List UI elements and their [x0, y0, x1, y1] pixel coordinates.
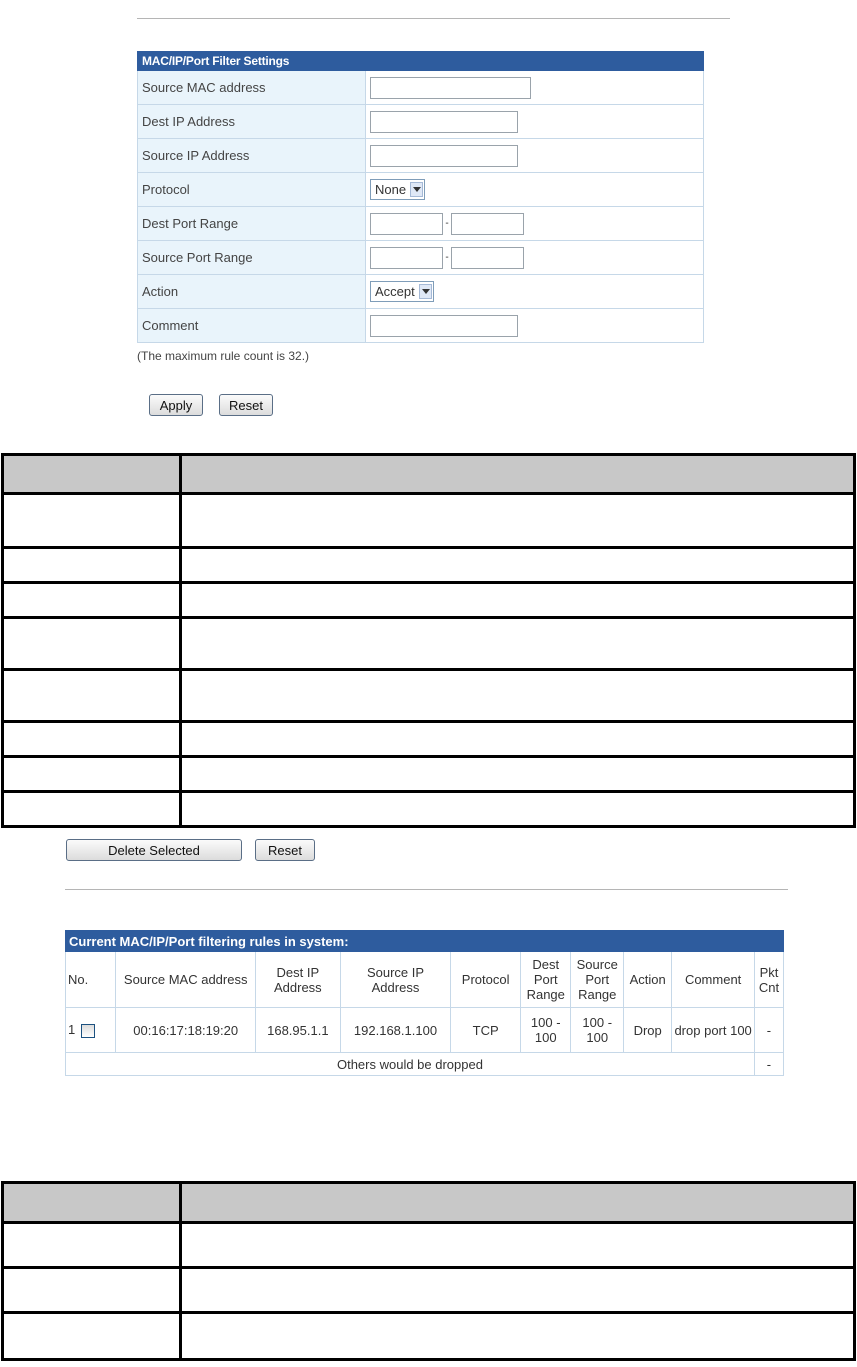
column-header-pkt-cnt: Pkt Cnt [754, 952, 783, 1008]
chevron-down-icon[interactable] [419, 284, 432, 299]
column-header-source-port: Source Port Range [571, 952, 624, 1008]
table-cell [3, 548, 181, 583]
column-header-protocol: Protocol [451, 952, 521, 1008]
source-mac-input[interactable] [370, 77, 531, 99]
column-header-no: No. [66, 952, 116, 1008]
max-rule-note: (The maximum rule count is 32.) [137, 349, 310, 363]
table-cell [3, 618, 181, 670]
column-header-comment: Comment [672, 952, 755, 1008]
rule-source-ip: 192.168.1.100 [340, 1008, 451, 1053]
rule-source-port: 100 - 100 [571, 1008, 624, 1053]
filter-settings-table [137, 51, 704, 343]
column-header-source-ip: Source IP Address [340, 952, 451, 1008]
rules-reset-button[interactable]: Reset [255, 839, 315, 861]
middle-divider [65, 889, 788, 890]
action-label: Action [138, 275, 366, 309]
table-cell [181, 455, 855, 494]
table-cell [3, 1223, 181, 1268]
dest-port-start-input[interactable] [370, 213, 443, 235]
filtering-rules-table [65, 930, 784, 1076]
table-cell [181, 792, 855, 827]
table-cell [3, 670, 181, 722]
rule-number: 1 [68, 1022, 76, 1038]
table-cell [181, 618, 855, 670]
table-cell [3, 494, 181, 548]
table-cell [181, 1313, 855, 1360]
dest-port-range-label: Dest Port Range [138, 207, 366, 241]
column-header-dest-port: Dest Port Range [521, 952, 571, 1008]
table-cell [3, 583, 181, 618]
source-port-start-input[interactable] [370, 247, 443, 269]
table-row [66, 1008, 784, 1053]
range-dash: - [445, 218, 449, 229]
rules-description-table [1, 1181, 856, 1361]
rule-action: Drop [624, 1008, 672, 1053]
column-header-source-mac: Source MAC address [116, 952, 256, 1008]
settings-title: MAC/IP/Port Filter Settings [138, 52, 704, 71]
table-cell [181, 757, 855, 792]
source-ip-input[interactable] [370, 145, 518, 167]
table-cell [181, 1268, 855, 1313]
rule-source-mac: 00:16:17:18:19:20 [116, 1008, 256, 1053]
delete-selected-button[interactable]: Delete Selected [66, 839, 242, 861]
comment-input[interactable] [370, 315, 518, 337]
table-cell [181, 1183, 855, 1223]
table-cell [181, 548, 855, 583]
action-value: Accept [375, 284, 415, 299]
table-cell [181, 494, 855, 548]
comment-label: Comment [138, 309, 366, 343]
table-cell [3, 455, 181, 494]
chevron-down-icon[interactable] [410, 182, 423, 197]
source-port-end-input[interactable] [451, 247, 524, 269]
table-cell [3, 1268, 181, 1313]
column-header-action: Action [624, 952, 672, 1008]
rule-number-cell [66, 1008, 116, 1053]
table-cell [181, 670, 855, 722]
rule-pkt-cnt: - [754, 1008, 783, 1053]
range-dash: - [445, 252, 449, 263]
apply-button[interactable]: Apply [149, 394, 203, 416]
table-cell [3, 757, 181, 792]
source-ip-label: Source IP Address [138, 139, 366, 173]
protocol-select[interactable] [370, 179, 425, 200]
default-policy-text: Others would be dropped [66, 1053, 755, 1076]
table-cell [3, 722, 181, 757]
rule-dest-ip: 168.95.1.1 [255, 1008, 340, 1053]
rule-comment: drop port 100 [672, 1008, 755, 1053]
settings-description-table [1, 453, 856, 828]
dest-ip-input[interactable] [370, 111, 518, 133]
table-cell [181, 722, 855, 757]
action-select[interactable] [370, 281, 434, 302]
protocol-label: Protocol [138, 173, 366, 207]
top-divider [137, 18, 730, 19]
source-port-range-label: Source Port Range [138, 241, 366, 275]
source-mac-label: Source MAC address [138, 71, 366, 105]
default-policy-pkt-cnt: - [754, 1053, 783, 1076]
table-cell [3, 1183, 181, 1223]
table-cell [3, 792, 181, 827]
reset-button[interactable]: Reset [219, 394, 273, 416]
rule-dest-port: 100 - 100 [521, 1008, 571, 1053]
rules-title: Current MAC/IP/Port filtering rules in system: [66, 931, 784, 952]
rule-select-checkbox[interactable] [81, 1024, 95, 1038]
dest-port-end-input[interactable] [451, 213, 524, 235]
table-cell [181, 1223, 855, 1268]
table-cell [3, 1313, 181, 1360]
dest-ip-label: Dest IP Address [138, 105, 366, 139]
rule-protocol: TCP [451, 1008, 521, 1053]
protocol-value: None [375, 182, 407, 197]
column-header-dest-ip: Dest IP Address [255, 952, 340, 1008]
table-cell [181, 583, 855, 618]
